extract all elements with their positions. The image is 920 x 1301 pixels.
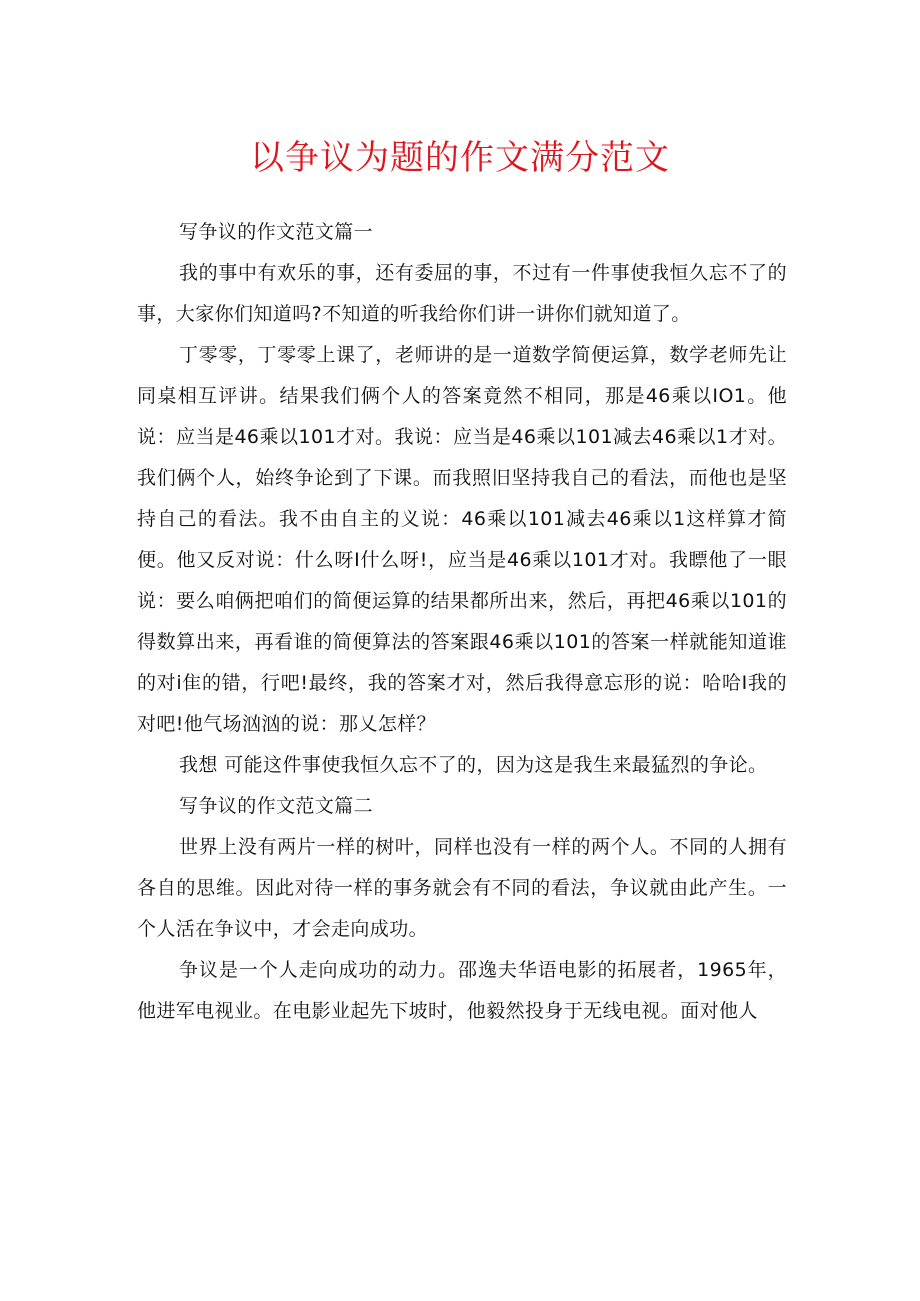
document-title: 以争议为题的作文满分范文 [250, 138, 670, 178]
paragraph: 我想 可能这件事使我恒久忘不了的，因为这是我生来最猛烈的争论。 [179, 754, 768, 776]
paragraph: 世界上没有两片一样的树叶，同样也没有一样的两个人。不同的人拥有各自的思维。因此对待一样的事务就会有不同的看法，争议就由此产生。一个人活在争议中，才会走向成功。 [137, 836, 787, 940]
section-heading: 写争议的作文范文篇二 [179, 795, 374, 817]
paragraph: 争议是一个人走向成功的动力。邵逸夫华语电影的拓展者，1965年，他进军电视业。在电影业起先下坡时，他毅然投身于无线电视。面对他人 [137, 959, 787, 1022]
paragraph: 丁零零，丁零零上课了，老师讲的是一道数学简便运算，数学老师先让同桌相互评讲。结果我们俩个人的答案竟然不相同，那是46乘以IO1。他说：应当是46乘以101才对。我说：应当是46乘以101减去46乘以1才对。我们俩个人，始终争论到了下课。而我照旧坚持我自己的看法，而他也是坚持自己的看法。我不由自主的义说：46乘以101减去46乘以1这样算才简便。他又反对说：什么呀I什么呀!，应当是46乘以101才对。我瞟他了一眼说：要么咱俩把咱们的简便运算的结果都所出来，然后，再把46乘以101的得数算出来，再看谁的简便算法的答案跟46乘以101的答案一样就能知道谁的对i隹的错，行吧!最终，我的答案才对，然后我得意忘形的说：哈哈I我的对吧!他气场汹汹的说：那乂怎样？ [137, 344, 787, 735]
section-heading: 写争议的作文范文篇一 [179, 221, 374, 243]
paragraph: 我的事中有欢乐的事，还有委屈的事，不过有一件事使我恒久忘不了的事，大家你们知道吗?不知道的听我给你们讲一讲你们就知道了。 [137, 262, 787, 325]
document-body [137, 212, 787, 1032]
